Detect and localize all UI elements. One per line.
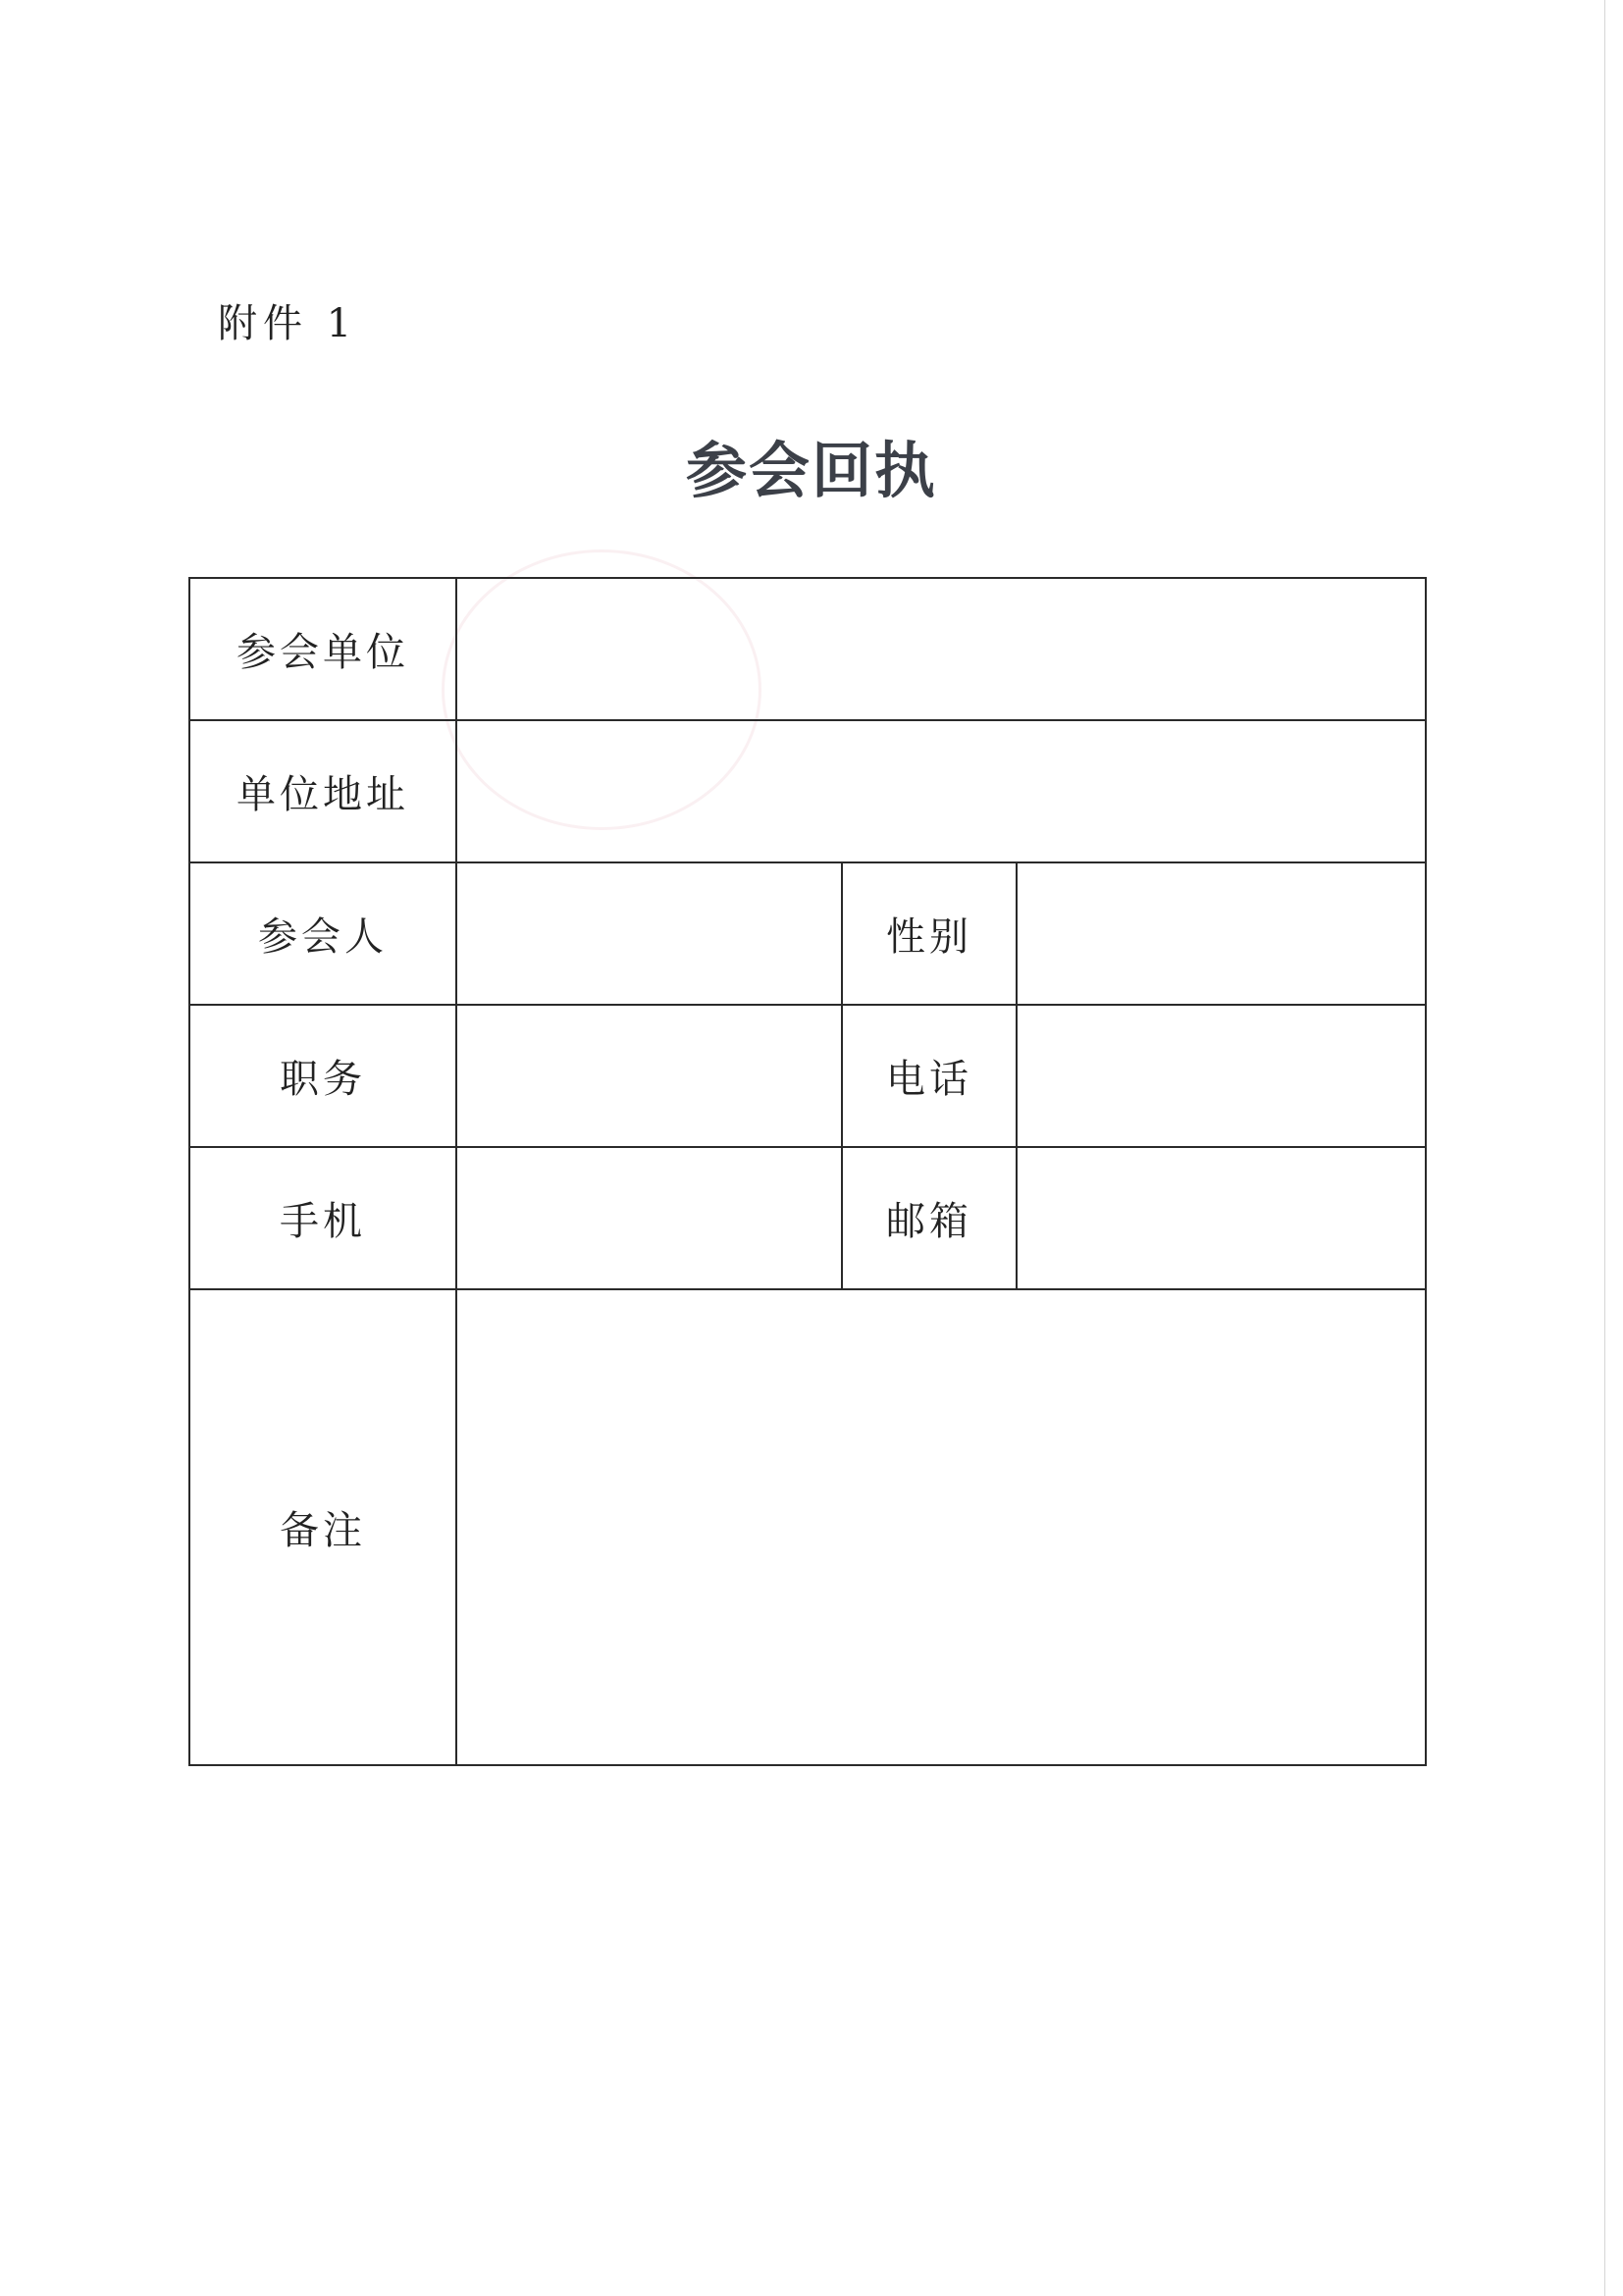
mobile-label: 手机 [189, 1147, 456, 1289]
email-label: 邮箱 [842, 1147, 1017, 1289]
unit-label: 参会单位 [189, 578, 456, 720]
form-row-attendee [189, 862, 1426, 1005]
notes-field[interactable] [456, 1289, 1426, 1765]
email-field[interactable] [1017, 1147, 1426, 1289]
gender-field[interactable] [1017, 862, 1426, 1005]
phone-label: 电话 [842, 1005, 1017, 1147]
address-field[interactable] [456, 720, 1426, 862]
position-label: 职务 [189, 1005, 456, 1147]
form-row-address [189, 720, 1426, 862]
form-row-notes [189, 1289, 1426, 1765]
form-row-position [189, 1005, 1426, 1147]
gender-label: 性别 [842, 862, 1017, 1005]
phone-field[interactable] [1017, 1005, 1426, 1147]
attendee-label: 参会人 [189, 862, 456, 1005]
registration-form-table [188, 577, 1427, 1766]
page-edge-line [1604, 0, 1605, 2296]
attendee-field[interactable] [456, 862, 842, 1005]
attachment-label: 附件 1 [218, 301, 358, 346]
mobile-field[interactable] [456, 1147, 842, 1289]
form-row-mobile [189, 1147, 1426, 1289]
page-title: 参会回执 [685, 435, 937, 506]
form-row-unit [189, 578, 1426, 720]
position-field[interactable] [456, 1005, 842, 1147]
unit-field[interactable] [456, 578, 1426, 720]
address-label: 单位地址 [189, 720, 456, 862]
notes-label: 备注 [189, 1289, 456, 1765]
